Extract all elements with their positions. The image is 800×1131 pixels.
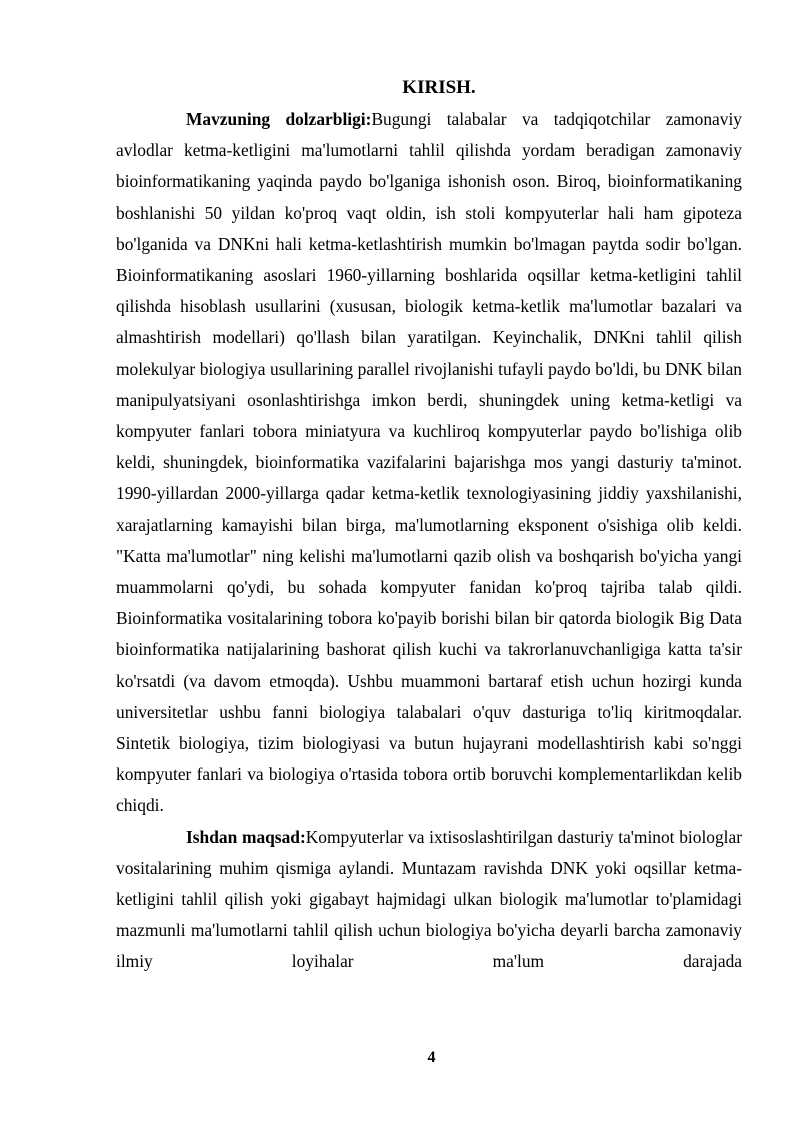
paragraph-lead-relevance: Mavzuning dolzarbligi:: [186, 109, 372, 129]
document-page: [116, 74, 742, 978]
paragraph-relevance: [116, 104, 742, 822]
section-heading: KIRISH.: [402, 77, 476, 98]
page-number: 4: [427, 1049, 436, 1066]
paragraph-text-goal: Kompyuterlar va ixtisoslashtirilgan dasturiy ta'minot biologlar vositalarining muhim qismiga aylandi. Muntazam ravishda DNK yoki oqsillar ketma-ketligini tahlil qilish yoki gigabayt hajmidagi ulkan biologik ma'lumotlar to'plamidagi mazmunli ma'lumotlarni tahlil qilish uchun biologiya bo'yicha deyarli barcha zamonaviy ilmiy loyihalar ma'lum darajada: [116, 826, 743, 972]
paragraph-goal: [116, 822, 742, 978]
paragraph-lead-goal: Ishdan maqsad:: [186, 826, 306, 847]
paragraph-text-relevance: Bugungi talabalar va tadqiqotchilar zamonaviy avlodlar ketma-ketligini ma'lumotlarni tahlil qilishda yordam beradigan zamonaviy bioinformatikaning yaqinda paydo bo'lganiga ishonish oson. Biroq, bioinformatikaning boshlanishi 50 yildan ko'proq vaqt oldin, ish stoli kompyuterlar hali ham gipoteza bo'lganida va DNKni hali ketma-ketlashtirish mumkin bo'lmagan paytda sodir bo'lgan. Bioinformatikaning asoslari 1960-yillarning boshlarida oqsillar ketma-ketligini tahlil qilishda hisoblash usullarini (xususan, biologik ketma-ketlik ma'lumotlar bazalari va almashtirish modellari) qo'llash bilan yaratilgan. Keyinchalik, DNKni tahlil qilish molekulyar biologiya usullarining parallel rivojlanishi tufayli paydo bo'ldi, bu DNK bilan manipulyatsiyani osonlashtirishga imkon berdi, shuningdek uning ketma-ketligi va kompyuter fanlari tobora miniatyura va kuchliroq kompyuterlar paydo bo'lishiga olib keldi, shuningdek, bioinformatika vazifalarini bajarishga mos yangi dasturiy ta'minot. 1990-yillardan 2000-yillarga qadar ketma-ketlik texnologiyasining jiddiy yaxshilanishi, xarajatlarning kamayishi bilan birga, ma'lumotlarning eksponent o'sishiga olib keldi. "Katta ma'lumotlar" ning kelishi ma'lumotlarni qazib olish va boshqarish bo'yicha yangi muammolarni qo'ydi, bu sohada kompyuter fanidan ko'proq tajriba talab qildi. Bioinformatika vositalarining tobora ko'payib borishi bilan bir qatorda biologik Big Data bioinformatika natijalarining bashorat qilish kuchi va takrorlanuvchanligiga katta ta'sir ko'rsatdi (va davom etmoqda). Ushbu muammoni bartaraf etish uchun hozirgi kunda universitetlar ushbu fanni biologiya talabalari o'quv dasturiga to'liq kiritmoqdalar. Sintetik biologiya, tizim biologiyasi va butun hujayrani modellashtirish kabi so'nggi kompyuter fanlari va biologiya o'rtasida tobora ortib boruvchi komplementarlikdan kelib chiqdi.: [116, 109, 742, 816]
